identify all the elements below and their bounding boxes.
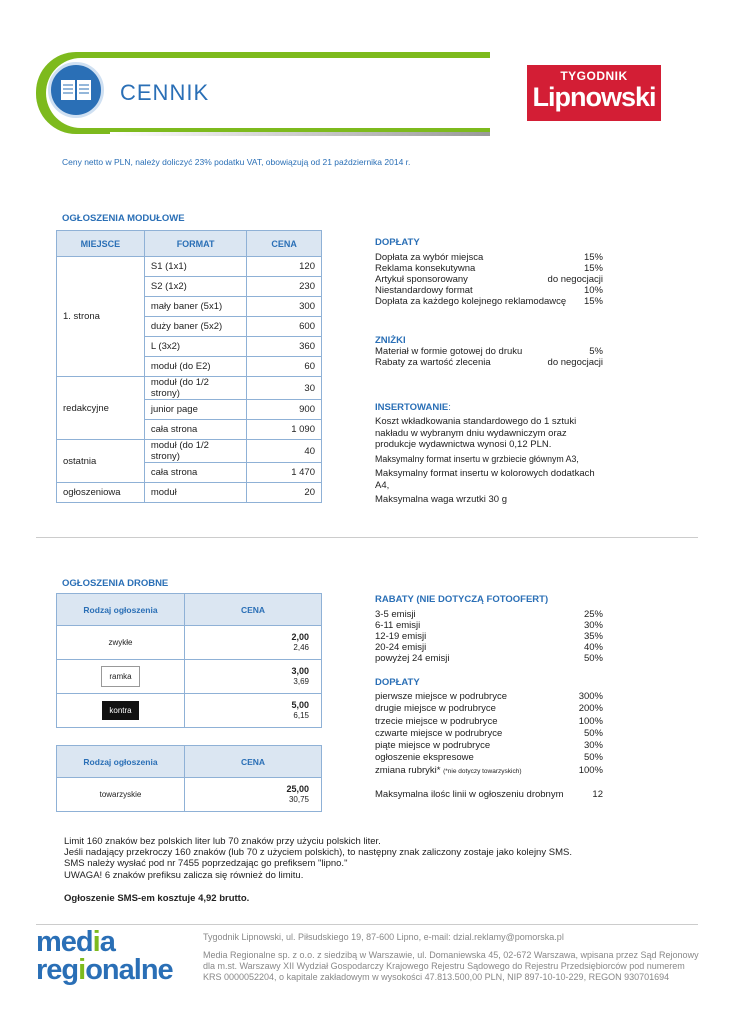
sms-line: Jeśli nadający przekroczy 160 znaków (lub 70 z użyciem polskich), to następny znak zaliczony zostaje jako kolejny SMS. xyxy=(64,847,572,859)
insert-paragraph: Koszt wkładkowania standardowego do 1 sztuki nakładu w wybranym dniu wydawniczym oraz produkcje wydawnictwa wynosi 0,12 PLN. xyxy=(375,416,577,450)
divider xyxy=(36,537,698,538)
drobne-table xyxy=(56,593,322,728)
item-value: 30% xyxy=(583,620,603,631)
list-item xyxy=(375,789,603,800)
item-label: drugie miejsce w podrubryce xyxy=(375,703,496,715)
book-icon xyxy=(48,62,104,118)
doplaty-list xyxy=(375,252,603,307)
col-rodzaj: Rodzaj ogłoszenia xyxy=(57,746,185,778)
item-value: 10% xyxy=(583,285,603,296)
table-row xyxy=(57,626,322,660)
item-label: ogłoszenie ekspresowe xyxy=(375,752,474,764)
table-row xyxy=(57,694,322,728)
group-cell: 1. strona xyxy=(57,257,145,377)
logo-line xyxy=(36,956,173,984)
col-cena: CENA xyxy=(247,231,322,257)
item-label: Dopłata za każdego kolejnego reklamodawcę xyxy=(375,296,567,307)
format-cell: cała strona xyxy=(144,420,247,440)
price-net: 3,00 xyxy=(291,666,309,676)
rabaty-list xyxy=(375,609,603,664)
kontra-sample: kontra xyxy=(102,701,138,720)
item-label: 3-5 emisji xyxy=(375,609,416,620)
logo-top-text: TYGODNIK xyxy=(560,69,628,83)
item-value: 15% xyxy=(583,263,603,274)
item-label-text: zmiana rubryki* xyxy=(375,764,441,776)
header-inner xyxy=(46,58,490,128)
price-net: 25,00 xyxy=(286,784,309,794)
price-cell xyxy=(185,626,322,660)
price-cell: 60 xyxy=(247,357,322,377)
tygodnik-lipnowski-logo xyxy=(527,65,661,121)
group-cell: ostatnia xyxy=(57,440,145,483)
page-title: CENNIK xyxy=(120,80,210,105)
item-value: do negocjacji xyxy=(547,274,603,285)
type-cell: towarzyskie xyxy=(57,778,185,812)
price-cell: 360 xyxy=(247,337,322,357)
logo-part: a xyxy=(99,926,115,958)
doplaty-heading: DOPŁATY xyxy=(375,237,420,248)
group-cell: redakcyjne xyxy=(57,377,145,440)
item-label: Reklama konsekutywna xyxy=(375,263,476,274)
item-label: 20-24 emisji xyxy=(375,642,427,653)
format-cell: S1 (1x1) xyxy=(144,257,247,277)
footer-divider xyxy=(36,924,698,925)
doplaty2-list xyxy=(375,691,603,800)
footer-address: Tygodnik Lipnowski, ul. Piłsudskiego 19, 87-600 Lipno, e-mail: dzial.reklamy@pomorska.pl xyxy=(203,932,564,942)
list-item xyxy=(375,263,603,274)
item-label: Materiał w formie gotowej do druku xyxy=(375,346,523,357)
price-cell: 230 xyxy=(247,277,322,297)
doplaty2-heading: DOPŁATY xyxy=(375,677,420,688)
table-row xyxy=(57,660,322,694)
item-value: 100% xyxy=(578,764,603,776)
format-cell: L (3x2) xyxy=(144,337,247,357)
item-label: Maksymalna ilośc linii w ogłoszeniu drobnym xyxy=(375,789,564,801)
list-item xyxy=(375,357,603,368)
list-item xyxy=(375,691,603,703)
rabaty-heading: RABATY (NIE DOTYCZĄ FOTOOFERT) xyxy=(375,594,549,605)
item-value: do negocjacji xyxy=(547,357,603,368)
format-cell: moduł (do E2) xyxy=(144,357,247,377)
table-row xyxy=(57,257,322,277)
item-value: 200% xyxy=(578,703,603,715)
list-item xyxy=(375,609,603,620)
item-value: 40% xyxy=(583,642,603,653)
price-cell: 1 470 xyxy=(247,463,322,483)
list-item xyxy=(375,252,603,263)
item-value: 15% xyxy=(583,296,603,307)
format-cell: mały baner (5x1) xyxy=(144,297,247,317)
format-cell: cała strona xyxy=(144,463,247,483)
price-gross: 30,75 xyxy=(288,795,309,804)
price-cell: 30 xyxy=(247,377,322,400)
price-note: Ceny netto w PLN, należy doliczyć 23% podatku VAT, obowiązują od 21 października 2014 r. xyxy=(62,157,411,167)
price-cell xyxy=(185,660,322,694)
price-cell: 300 xyxy=(247,297,322,317)
price-cell: 20 xyxy=(247,483,322,503)
price-net: 5,00 xyxy=(291,700,309,710)
list-item xyxy=(375,752,603,764)
znizki-heading: ZNIŻKI xyxy=(375,335,406,346)
list-item xyxy=(375,740,603,752)
price-gross: 6,15 xyxy=(293,711,309,720)
logo-part: med xyxy=(36,926,93,958)
drobne-heading: OGŁOSZENIA DROBNE xyxy=(62,578,169,589)
item-label: czwarte miejsce w podrubryce xyxy=(375,727,503,739)
type-cell xyxy=(57,660,185,694)
list-item xyxy=(375,620,603,631)
format-cell: junior page xyxy=(144,400,247,420)
modulowe-heading: OGŁOSZENIA MODUŁOWE xyxy=(62,213,185,224)
sms-line: Limit 160 znaków bez polskich liter lub 70 znaków przy użyciu polskich liter. xyxy=(64,836,381,847)
type-cell: zwykłe xyxy=(57,626,185,660)
list-item xyxy=(375,274,603,285)
insert-heading-text: INSERTOWANIE xyxy=(375,402,449,413)
format-cell: moduł xyxy=(144,483,247,503)
header-shadow xyxy=(110,132,490,136)
item-value: 50% xyxy=(583,653,603,664)
price-gross: 3,69 xyxy=(293,677,309,686)
type-cell xyxy=(57,694,185,728)
item-value: 15% xyxy=(583,252,603,263)
price-cell: 900 xyxy=(247,400,322,420)
insert-heading-colon: : xyxy=(448,402,451,413)
item-value: 30% xyxy=(583,740,603,752)
item-label: piąte miejsce w podrubryce xyxy=(375,740,491,752)
col-format: FORMAT xyxy=(144,231,247,257)
item-note: (*nie dotyczy towarzyskich) xyxy=(443,767,522,775)
list-item xyxy=(375,642,603,653)
list-item xyxy=(375,285,603,296)
price-gross: 2,46 xyxy=(293,643,309,652)
item-label: Rabaty za wartość zlecenia xyxy=(375,357,491,368)
logo-main-text: Lipnowski xyxy=(532,82,656,112)
table-row xyxy=(57,483,322,503)
col-cena: CENA xyxy=(185,746,322,778)
list-item xyxy=(375,765,603,778)
col-rodzaj: Rodzaj ogłoszenia xyxy=(57,594,185,626)
col-miejsce: MIEJSCE xyxy=(57,231,145,257)
item-label xyxy=(375,765,522,778)
price-net: 2,00 xyxy=(291,632,309,642)
format-cell: moduł (do 1/2 strony) xyxy=(144,440,247,463)
list-item xyxy=(375,716,603,728)
item-value: 25% xyxy=(583,609,603,620)
price-cell xyxy=(185,778,322,812)
col-cena: CENA xyxy=(185,594,322,626)
item-value: 35% xyxy=(583,631,603,642)
format-cell: moduł (do 1/2 strony) xyxy=(144,377,247,400)
insert-paragraph: Maksymalna waga wrzutki 30 g xyxy=(375,494,507,505)
table-header-row xyxy=(57,231,322,257)
sms-info xyxy=(64,836,572,881)
logo-part: reg xyxy=(36,954,79,986)
group-cell: ogłoszeniowa xyxy=(57,483,145,503)
sms-line: UWAGA! 6 znaków prefiksu zalicza się również do limitu. xyxy=(64,869,304,881)
item-label: 12-19 emisji xyxy=(375,631,427,642)
insert-heading xyxy=(375,402,451,413)
item-value: 100% xyxy=(578,715,603,727)
price-cell xyxy=(185,694,322,728)
item-label: trzecie miejsce w podrubryce xyxy=(375,715,498,727)
list-item xyxy=(375,653,603,664)
item-label: pierwsze miejsce w podrubryce xyxy=(375,691,507,702)
insert-text xyxy=(375,416,603,506)
price-cell: 600 xyxy=(247,317,322,337)
table-header-row xyxy=(57,594,322,626)
format-cell: S2 (1x2) xyxy=(144,277,247,297)
sms-line: SMS należy wysłać pod nr 7455 poprzedzając go prefiksem "lipno." xyxy=(64,858,348,870)
item-label: powyżej 24 emisji xyxy=(375,653,450,664)
insert-paragraph: Maksymalny format insertu w grzbiecie głównym A3, xyxy=(375,453,579,464)
price-cell: 120 xyxy=(247,257,322,277)
format-cell: duży baner (5x2) xyxy=(144,317,247,337)
list-item xyxy=(375,728,603,740)
list-item xyxy=(375,296,603,307)
item-value: 5% xyxy=(589,346,603,357)
price-cell: 1 090 xyxy=(247,420,322,440)
sms-price: Ogłoszenie SMS-em kosztuje 4,92 brutto. xyxy=(64,893,250,904)
list-item xyxy=(375,703,603,715)
item-label: Dopłata za wybór miejsca xyxy=(375,252,484,263)
insert-paragraph: Maksymalny format insertu w kolorowych dodatkach A4, xyxy=(375,468,595,491)
list-item xyxy=(375,346,603,357)
ramka-sample: ramka xyxy=(101,666,139,687)
table-row xyxy=(57,440,322,463)
item-label: Niestandardowy format xyxy=(375,285,473,296)
znizki-list xyxy=(375,346,603,368)
logo-part: onalne xyxy=(85,954,173,986)
table-row xyxy=(57,778,322,812)
item-label: Artykuł sponsorowany xyxy=(375,274,468,285)
item-label: 6-11 emisji xyxy=(375,620,421,631)
footer-legal: Media Regionalne sp. z o.o. z siedzibą w Warszawie, ul. Domaniewska 45, 02-672 Warszawa, wpisana przez Sąd Rejonowy dla m.st. Warszawy XII Wydział Gospodarczy Krajowego Rejestru Sądowego do Rejestru Przedsiębiorców pod numerem KRS 0000052204, o kapitale zakładowym w wysokości 47.813.500,00 PLN, NIP 897-10-10-229, REGON 930701694 xyxy=(203,950,699,982)
item-value: 12 xyxy=(592,789,603,801)
table-header-row xyxy=(57,746,322,778)
logo-line xyxy=(36,928,173,956)
item-value: 50% xyxy=(583,752,603,764)
towarzyskie-table xyxy=(56,745,322,812)
item-value: 50% xyxy=(583,727,603,739)
media-regionalne-logo xyxy=(36,928,173,984)
modulowe-table xyxy=(56,230,322,503)
price-cell: 40 xyxy=(247,440,322,463)
logo-part: i xyxy=(78,954,86,986)
list-item xyxy=(375,631,603,642)
item-value: 300% xyxy=(578,691,603,702)
table-row xyxy=(57,377,322,400)
logo-part: i xyxy=(92,926,100,958)
